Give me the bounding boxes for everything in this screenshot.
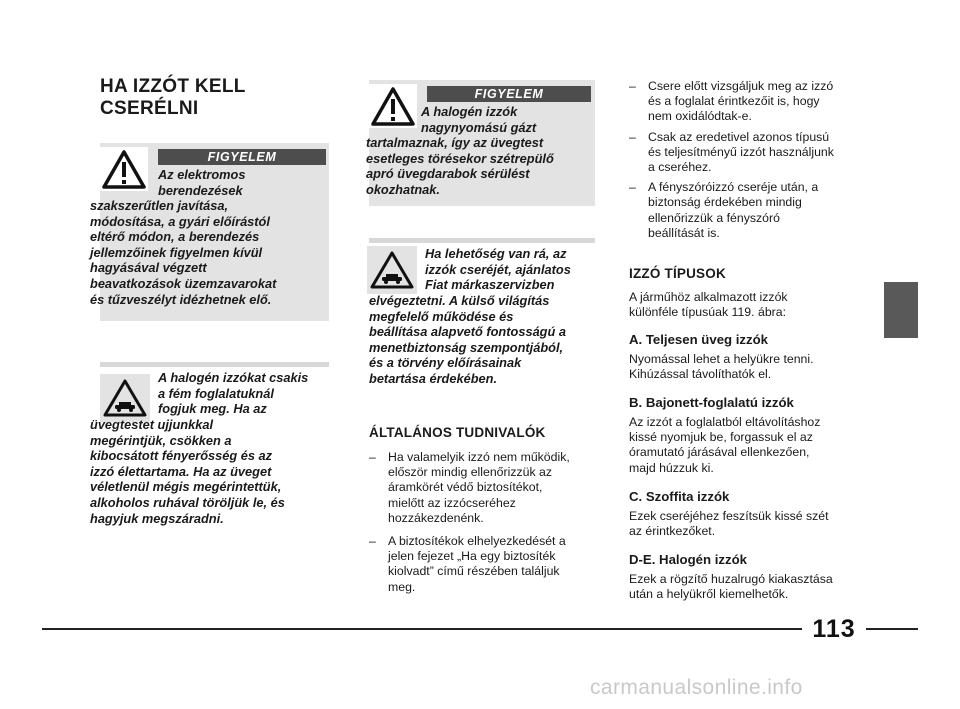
info-box-halogen-handling — [90, 362, 329, 532]
list-item: – Ha valamelyik izzó nem működik, először mindig ellenőrizzük az áramkörét védő biztosítékot, mielőtt az izzócseréhez hozzákezdenénk. — [369, 450, 570, 525]
bulb-type-text-c: Ezek cseréjéhez feszítsük kissé szét az érintkezőket. — [629, 509, 829, 539]
info-text: elvégeztetni. A külső világítás megfelelő működése és beállítása alapvető fontosságú a menetbiztonság szempontjából, és a törvény előírásainak betartása érdekében. — [369, 293, 566, 386]
info-box-service-recommendation — [369, 238, 595, 398]
bulb-type-heading-c: C. Szoffita izzók — [629, 489, 730, 504]
bulb-types-intro: A járműhöz alkalmazott izzók különféle típusúak 119. ábra: — [629, 290, 788, 320]
bulb-type-text-b: Az izzót a foglalatból eltávolításhoz kissé nyomjuk be, forgassuk el az óramutató járásával ellenkezően, majd húzzuk ki. — [629, 415, 821, 475]
warning-text: szakszerűtlen javítása, módosítása, a gyári előírástól eltérő módon, a berendezés jellemzőinek figyelmen kívül hagyásával végzett beavatkozások üzemzavarokat és tűzveszélyt idézhetnek elő. — [90, 198, 277, 307]
list-item: – A biztosítékok elhelyezkedését a jelen fejezet „Ha egy biztosíték kiolvadt” című részében találjuk meg. — [369, 534, 566, 594]
list-item: – Csere előtt vizsgáljuk meg az izzó és a foglalat érintkezőit is, hogy nem oxidálódtak-e. — [629, 79, 834, 124]
footer-line-right — [866, 628, 918, 630]
list-item: – A fényszóróizzó cseréje után, a biztonság érdekében mindig ellenőrizzük a fényszóró beállítását is. — [629, 180, 819, 240]
car-triangle-icon — [367, 246, 417, 294]
section-title-general: ÁLTALÁNOS TUDNIVALÓK — [369, 425, 546, 440]
bulb-type-text-a: Nyomással lehet a helyükre tenni. Kihúzással távolíthatók el. — [629, 352, 814, 382]
footer-line-left — [42, 628, 802, 630]
chapter-tab — [884, 282, 918, 338]
info-text: üvegtestet ujjunkkal megérintjük, csökken a kibocsátott fényerősség és az izzó élettartama. Ha az üveget véletlenül mégis megérintettük, alkoholos ruhával töröljük le, és hagyjuk megszáradni. — [90, 417, 285, 526]
warning-text-indented: Az elektromos berendezések — [158, 167, 246, 198]
section-title-bulb-types: IZZÓ TÍPUSOK — [629, 266, 726, 281]
page-number: 113 — [812, 615, 856, 643]
divider — [369, 238, 595, 243]
warning-label: FIGYELEM — [158, 149, 326, 165]
watermark: carmanualsonline.info — [590, 676, 803, 699]
car-triangle-icon — [100, 374, 150, 422]
warning-text: tartalmaznak, így az üvegtest esetleges törésekor szétrepülő apró üvegdarabok sérülést okozhatnak. — [366, 135, 554, 197]
warning-triangle-icon — [100, 147, 148, 191]
info-text-indented: Ha lehetőség van rá, az izzók cseréjét, ajánlatos Fiat márkaszervizben — [425, 246, 571, 293]
list-item: – Csak az eredetivel azonos típusú és teljesítményű izzót használjunk a cseréhez. — [629, 129, 834, 175]
info-text-indented: A halogén izzókat csakis a fém foglalatuknál fogjuk meg. Ha az — [158, 370, 309, 417]
warning-text-indented: A halogén izzók nagynyomású gázt — [421, 104, 537, 135]
warning-triangle-icon — [369, 84, 417, 128]
bulb-type-heading-a: A. Teljesen üveg izzók — [629, 332, 768, 347]
bulb-type-text-de: Ezek a rögzítő huzalrugó kiakasztása után a helyükről kiemelhetők. — [629, 572, 833, 602]
bulb-type-heading-de: D-E. Halogén izzók — [629, 552, 747, 567]
bulb-type-heading-b: B. Bajonett-foglalatú izzók — [629, 395, 794, 410]
bulb-check-list — [629, 79, 869, 246]
general-list — [369, 450, 599, 600]
warning-box-halogen-pressure — [366, 80, 595, 206]
warning-box-electrical — [90, 143, 329, 321]
divider — [100, 362, 329, 367]
warning-label: FIGYELEM — [427, 86, 591, 102]
page-title: HA IZZÓT KELL CSERÉLNI — [100, 76, 246, 119]
